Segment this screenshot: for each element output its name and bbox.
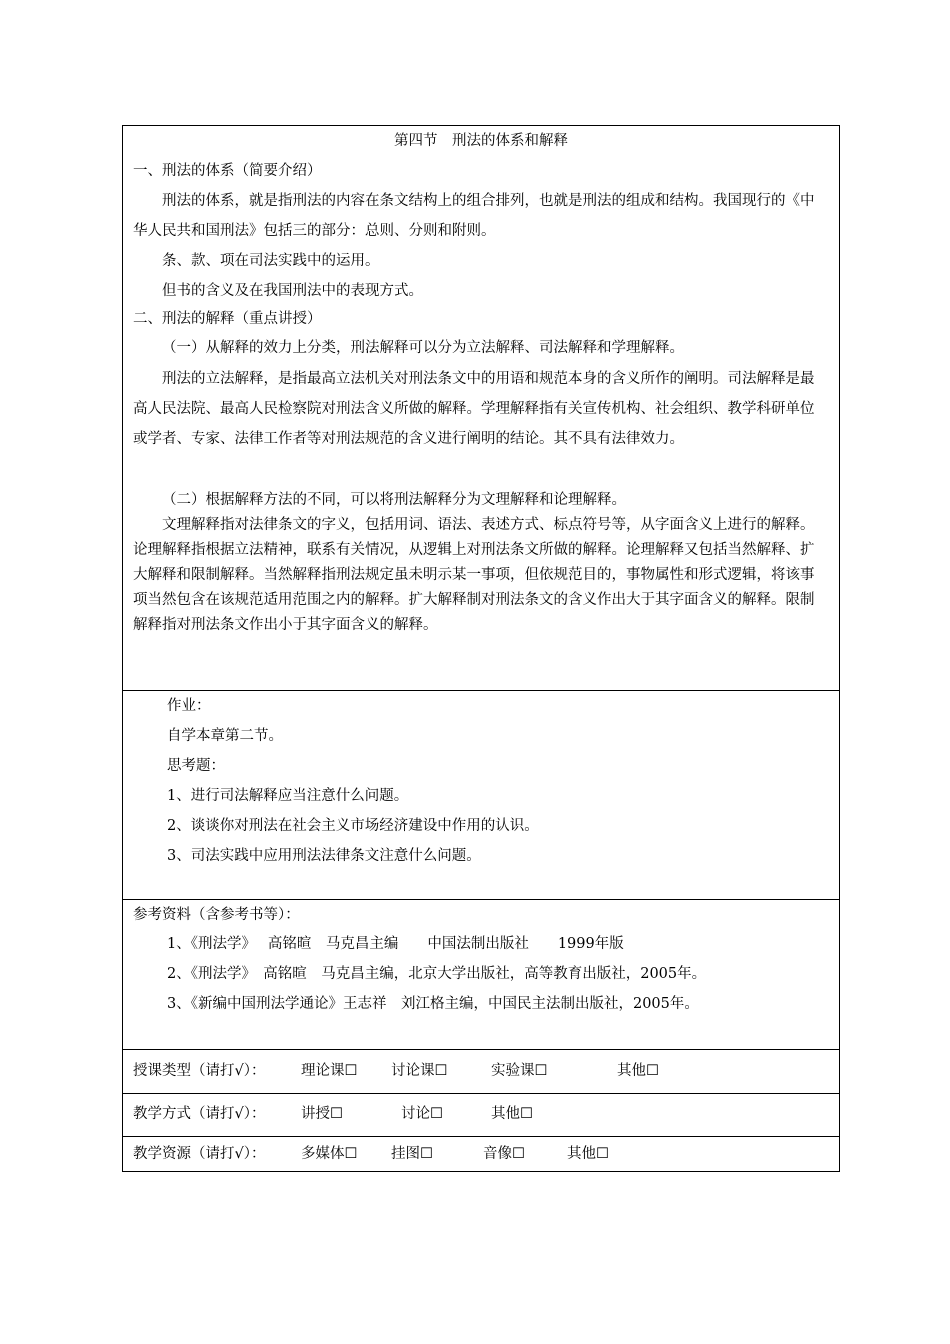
part1-heading: 一、刑法的体系（简要介绍）	[133, 163, 322, 179]
homework-task: 自学本章第二节。	[167, 728, 283, 744]
reference-1: 1、《刑法学》 高铭暄 马克昌主编 中国法制出版社 1999年版	[167, 936, 624, 952]
question-2: 2、谈谈你对刑法在社会主义市场经济建设中作用的认识。	[167, 818, 539, 834]
teaching-method-other-checkbox[interactable]: 其他☐	[491, 1106, 533, 1122]
homework-label: 作业：	[167, 698, 211, 714]
divider	[123, 1136, 839, 1137]
course-type-lab-checkbox[interactable]: 实验课☐	[491, 1063, 548, 1079]
question-1: 1、进行司法解释应当注意什么问题。	[167, 788, 409, 804]
teaching-resource-other-checkbox[interactable]: 其他☐	[567, 1146, 609, 1162]
part1-paragraph-3: 但书的含义及在我国刑法中的表现方式。	[162, 283, 423, 299]
reference-2: 2、《刑法学》 高铭暄 马克昌主编，北京大学出版社，高等教育出版社，2005年。	[167, 966, 707, 982]
teaching-method-lecture-checkbox[interactable]: 讲授☐	[301, 1106, 343, 1122]
course-type-label: 授课类型（请打√）：	[133, 1063, 266, 1079]
part2-paragraph-1: 刑法的立法解释，是指最高立法机关对刑法条文中的用语和规范本身的含义所作的阐明。司法解释是最高人民法院、最高人民检察院对刑法含义所做的解释。学理解释指有关宣传机构、社会组织、教学科研单位或学者、专家、法律工作者等对刑法规范的含义进行阐明的结论。其不具有法律效力。	[133, 371, 815, 447]
part1-paragraph-1: 刑法的体系，就是指刑法的内容在条文结构上的组合排列，也就是刑法的组成和结构。我国现行的《中华人民共和国刑法》包括三的部分：总则、分则和附则。	[133, 193, 815, 239]
lesson-plan-table	[122, 125, 840, 1172]
part1-paragraph-2: 条、款、项在司法实践中的运用。	[162, 253, 380, 269]
divider	[123, 1049, 839, 1050]
reference-3: 3、《新编中国刑法学通论》王志祥 刘江格主编，中国民主法制出版社，2005年。	[167, 996, 699, 1012]
teaching-resource-label: 教学资源（请打√）：	[133, 1146, 266, 1162]
teaching-resource-audiovisual-checkbox[interactable]: 音像☐	[483, 1146, 525, 1162]
section-title: 第四节 刑法的体系和解释	[394, 133, 568, 149]
part2-subheading-2: （二）根据解释方法的不同，可以将刑法解释分为文理解释和论理解释。	[162, 492, 626, 508]
references-label: 参考资料（含参考书等）：	[133, 907, 300, 923]
teaching-method-label: 教学方式（请打√）：	[133, 1106, 266, 1122]
course-type-lecture-checkbox[interactable]: 理论课☐	[301, 1063, 358, 1079]
part2-heading: 二、刑法的解释（重点讲授）	[133, 311, 322, 327]
part2-paragraph-2: 文理解释指对法律条文的字义，包括用词、语法、表述方式、标点符号等，从字面含义上进行的解释。论理解释指根据立法精神，联系有关情况，从逻辑上对刑法条文所做的解释。论理解释又包括当然解释、扩大解释和限制解释。当然解释指刑法规定虽未明示某一事项，但依规范目的，事物属性和形式逻辑，将该事项当然包含在该规范适用范围之内的解释。扩大解释制对刑法条文的含义作出大于其字面含义的解释。限制解释指对刑法条文作出小于其字面含义的解释。	[133, 517, 815, 633]
course-type-discussion-checkbox[interactable]: 讨论课☐	[391, 1063, 448, 1079]
divider	[123, 899, 839, 900]
question-3: 3、司法实践中应用刑法法律条文注意什么问题。	[167, 848, 481, 864]
divider	[123, 690, 839, 691]
course-type-other-checkbox[interactable]: 其他☐	[617, 1063, 659, 1079]
questions-label: 思考题：	[167, 758, 225, 774]
teaching-resource-wallchart-checkbox[interactable]: 挂图☐	[391, 1146, 433, 1162]
teaching-resource-multimedia-checkbox[interactable]: 多媒体☐	[301, 1146, 358, 1162]
divider	[123, 1093, 839, 1094]
teaching-method-discussion-checkbox[interactable]: 讨论☐	[401, 1106, 443, 1122]
part2-subheading-1: （一）从解释的效力上分类，刑法解释可以分为立法解释、司法解释和学理解释。	[162, 340, 684, 356]
